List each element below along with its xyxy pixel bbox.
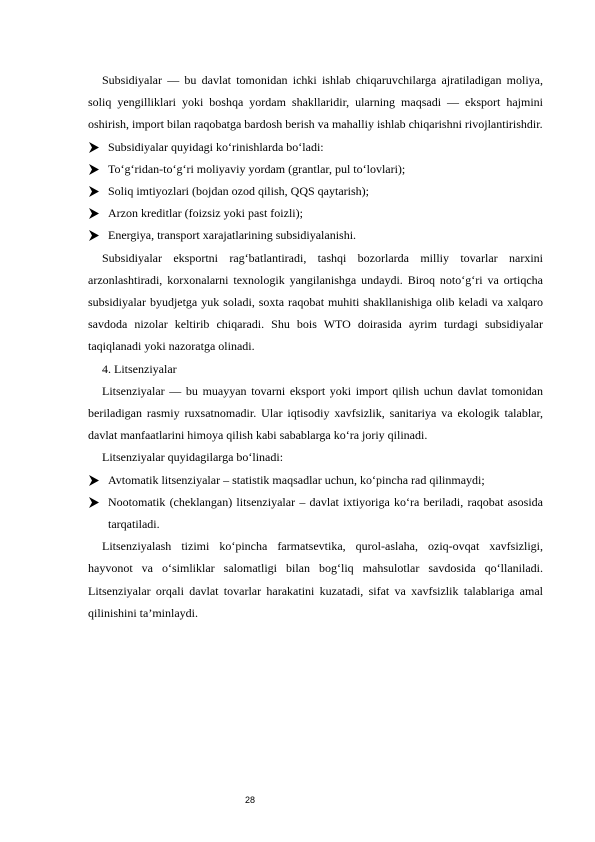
list-item [88, 158, 543, 180]
list-item-text: Arzon kreditlar (foizsiz yoki past foizli); [108, 206, 303, 221]
list-item-text: Avtomatik litsenziyalar – statistik maqsadlar uchun, ko‘pincha rad qilinmaydi; [108, 472, 485, 487]
list-item-text: Nootomatik (cheklangan) litsenziyalar – davlat ixtiyoriga ko‘ra beriladi, raqobat asosida tarqatiladi. [108, 494, 543, 532]
arrow-bullet-icon [88, 136, 102, 158]
list-item-text: Energiya, transport xarajatlarining subsidiyalanishi. [108, 228, 357, 243]
list-item-text: Subsidiyalar quyidagi ko‘rinishlarda bo‘ladi: [108, 139, 324, 154]
arrow-bullet-icon [88, 224, 102, 246]
arrow-bullet-icon [88, 202, 102, 224]
list-item [88, 469, 543, 491]
arrow-bullet-icon [88, 180, 102, 202]
page-number: 28 [244, 795, 255, 805]
section-heading: 4. Litsenziyalar [102, 361, 177, 376]
list-item [88, 136, 543, 158]
list-item [88, 202, 543, 224]
paragraph-subsidies-effects: Subsidiyalar eksportni rag‘batlantiradi, tashqi bozorlarda milliy tovarlar narxini arzonlashtiradi, korxonalarni texnologik yangilanishga undaydi. Biroq noto‘g‘ri va ortiqcha subsidiyalar byudjetga yuk soladi, soxta raqobat muhiti shakllanishiga olib keladi va xalqaro savdoda nizolar keltirib chiqaradi. Shu bois WTO doirasida ayrim turdagi subsidiyalar taqiqlanadi yoki nazoratga olinadi. [88, 250, 543, 354]
paragraph-licenses-definition: Litsenziyalar — bu muayyan tovarni eksport yoki import qilish uchun davlat tomonidan beriladigan rasmiy ruxsatnomadir. Ular iqtisodiy xavfsizlik, sanitariya va ekologik talablar, davlat manfaatlarini himoya qilish kabi sabablarga ko‘ra joriy qilinadi. [88, 383, 543, 443]
arrow-bullet-icon [88, 158, 102, 180]
list-item [88, 491, 543, 535]
license-types-list [88, 469, 543, 536]
paragraph-licenses-types-intro: Litsenziyalar quyidagilarga bo‘linadi: [102, 450, 284, 465]
list-item [88, 224, 543, 246]
document-body [88, 69, 543, 624]
list-item [88, 180, 543, 202]
paragraph-licensing-system: Litsenziyalash tizimi ko‘pincha farmatsevtika, qurol-aslaha, oziq-ovqat xavfsizligi, hayvonot va o‘simliklar salomatligi bilan bog‘liq mahsulotlar savdosida qo‘llaniladi. Litsenziyalar orqali davlat tovarlar harakatini kuzatadi, sifat va xavfsizlik talablariga amal qilinishini ta’minlaydi. [88, 539, 543, 620]
paragraph-subsidies-definition: Subsidiyalar — bu davlat tomonidan ichki ishlab chiqaruvchilarga ajratiladigan moliya, soliq yengilliklari yoki boshqa yordam shakllaridir, ularning maqsadi — eksport hajmini oshirish, import bilan raqobatga bardosh berish va mahalliy ishlab chiqarishni rivojlantirishdir. [88, 73, 543, 132]
arrow-bullet-icon [88, 469, 102, 491]
arrow-bullet-icon [88, 491, 102, 513]
list-item-text: To‘g‘ridan-to‘g‘ri moliyaviy yordam (grantlar, pul to‘lovlari); [108, 161, 406, 176]
subsidy-forms-list [88, 136, 543, 247]
list-item-text: Soliq imtiyozlari (bojdan ozod qilish, QQS qaytarish); [108, 184, 369, 199]
